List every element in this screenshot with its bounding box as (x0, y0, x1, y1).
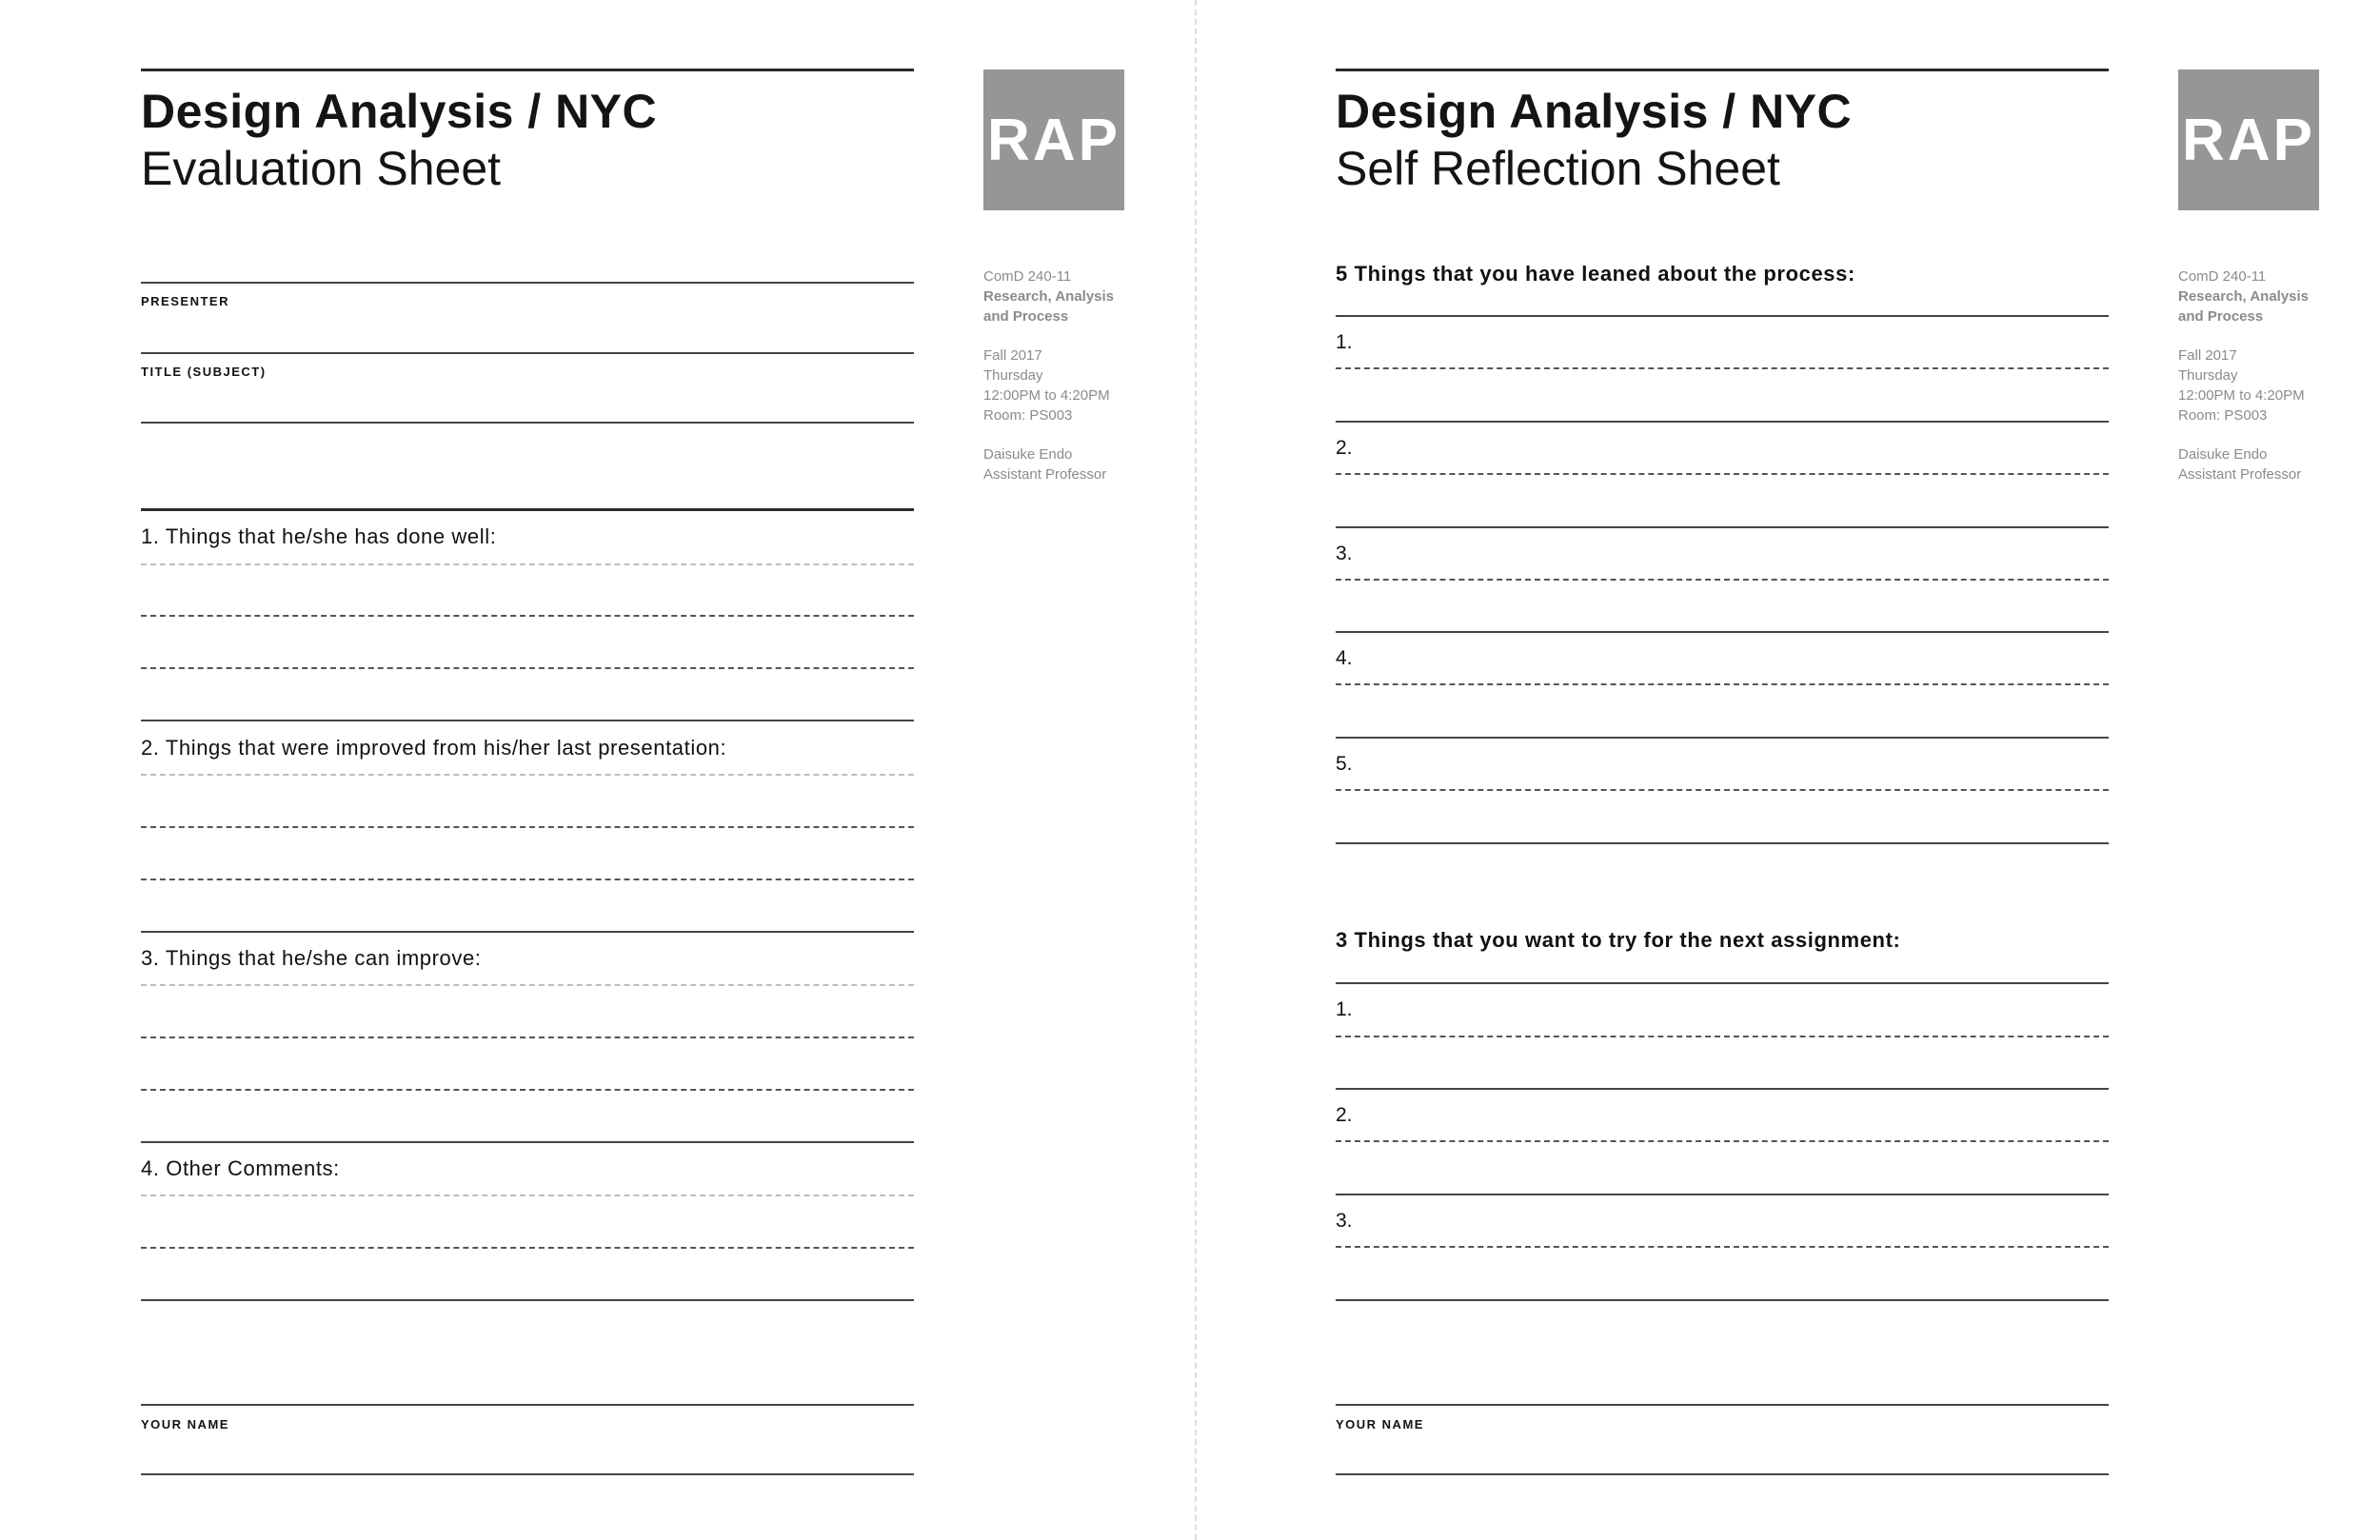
question-heading: 4. Other Comments: (141, 1156, 340, 1180)
item-number: 3. (1336, 543, 1353, 564)
answer-line[interactable] (1336, 526, 2109, 528)
answer-line[interactable] (141, 931, 914, 933)
item-number: 4. (1336, 647, 1353, 669)
answer-line[interactable] (141, 563, 914, 565)
answer-line[interactable] (1336, 737, 2109, 739)
section-rule (1336, 315, 2109, 317)
presenter-field[interactable] (141, 352, 914, 354)
answer-line[interactable] (1336, 631, 2109, 633)
course-day: Thursday (983, 367, 1043, 384)
presenter-rule (141, 282, 914, 284)
answer-line[interactable] (141, 720, 914, 721)
your-name-field[interactable] (141, 1473, 914, 1475)
course-day: Thursday (2178, 367, 2238, 384)
your-name-field[interactable] (1336, 1473, 2109, 1475)
answer-line[interactable] (141, 1089, 914, 1091)
your-name-rule (1336, 1404, 2109, 1406)
sheet-subtitle: Self Reflection Sheet (1336, 142, 1780, 195)
answer-line[interactable] (141, 826, 914, 828)
course-room: Room: PS003 (983, 407, 1073, 424)
section-rule (1336, 982, 2109, 984)
your-name-rule (141, 1404, 914, 1406)
presenter-label: PRESENTER (141, 294, 229, 308)
answer-line[interactable] (141, 1037, 914, 1038)
answer-line[interactable] (141, 774, 914, 776)
answer-line[interactable] (1336, 1194, 2109, 1195)
course-term: Fall 2017 (2178, 347, 2237, 364)
sheet-title: Design Analysis / NYC (1336, 85, 1853, 138)
answer-line[interactable] (1336, 1088, 2109, 1090)
answer-line[interactable] (141, 879, 914, 880)
answer-line[interactable] (141, 1141, 914, 1143)
answer-line[interactable] (141, 1299, 914, 1301)
course-name: Research, Analysis (2178, 288, 2310, 305)
answer-line[interactable] (141, 984, 914, 986)
your-name-label: YOUR NAME (1336, 1417, 1424, 1431)
instructor-name: Daisuke Endo (2178, 446, 2268, 463)
sheet-subtitle: Evaluation Sheet (141, 142, 502, 195)
answer-line[interactable] (1336, 683, 2109, 685)
learned-heading: 5 Things that you have leaned about the process: (1336, 262, 1855, 286)
your-name-label: YOUR NAME (141, 1417, 229, 1431)
instructor-title: Assistant Professor (983, 466, 1107, 483)
course-room: Room: PS003 (2178, 407, 2268, 424)
answer-line[interactable] (141, 1247, 914, 1249)
header-rule (1336, 69, 2109, 71)
self-reflection-sheet (1195, 0, 2380, 1540)
rap-logo: RAP (2178, 69, 2319, 210)
answer-line[interactable] (1336, 842, 2109, 844)
item-number: 2. (1336, 1104, 1353, 1126)
answer-line[interactable] (1336, 789, 2109, 791)
answer-line[interactable] (1336, 421, 2109, 423)
answer-line[interactable] (141, 615, 914, 617)
course-time: 12:00PM to 4:20PM (2178, 387, 2305, 404)
answer-line[interactable] (1336, 1140, 2109, 1142)
answer-line[interactable] (1336, 1246, 2109, 1248)
course-term: Fall 2017 (983, 347, 1042, 364)
try-next-heading: 3 Things that you want to try for the next assignment: (1336, 928, 1901, 952)
item-number: 1. (1336, 998, 1353, 1020)
instructor-title: Assistant Professor (2178, 466, 2302, 483)
answer-line[interactable] (1336, 367, 2109, 369)
rap-logo: RAP (983, 69, 1124, 210)
instructor-name: Daisuke Endo (983, 446, 1073, 463)
answer-line[interactable] (1336, 473, 2109, 475)
answer-line[interactable] (1336, 1036, 2109, 1037)
title-subject-field[interactable] (141, 422, 914, 424)
question-heading: 2. Things that were improved from his/her last presentation: (141, 736, 727, 760)
course-name: Research, Analysis (983, 288, 1115, 305)
section-rule (141, 508, 914, 511)
answer-line[interactable] (1336, 1299, 2109, 1301)
course-info (983, 267, 1164, 503)
item-number: 3. (1336, 1210, 1353, 1232)
item-number: 2. (1336, 437, 1353, 459)
title-subject-label: TITLE (SUBJECT) (141, 365, 267, 379)
course-name-2: and Process (983, 308, 1069, 325)
answer-line[interactable] (141, 667, 914, 669)
item-number: 5. (1336, 753, 1353, 775)
header-rule (141, 69, 914, 71)
answer-line[interactable] (1336, 579, 2109, 581)
course-time: 12:00PM to 4:20PM (983, 387, 1110, 404)
course-code: ComD 240-11 (2178, 268, 2267, 285)
answer-line[interactable] (141, 1194, 914, 1196)
question-heading: 1. Things that he/she has done well: (141, 524, 497, 548)
course-name-2: and Process (2178, 308, 2264, 325)
course-code: ComD 240-11 (983, 268, 1072, 285)
course-info (2178, 267, 2359, 503)
sheet-title: Design Analysis / NYC (141, 85, 658, 138)
item-number: 1. (1336, 331, 1353, 353)
question-heading: 3. Things that he/she can improve: (141, 946, 482, 970)
